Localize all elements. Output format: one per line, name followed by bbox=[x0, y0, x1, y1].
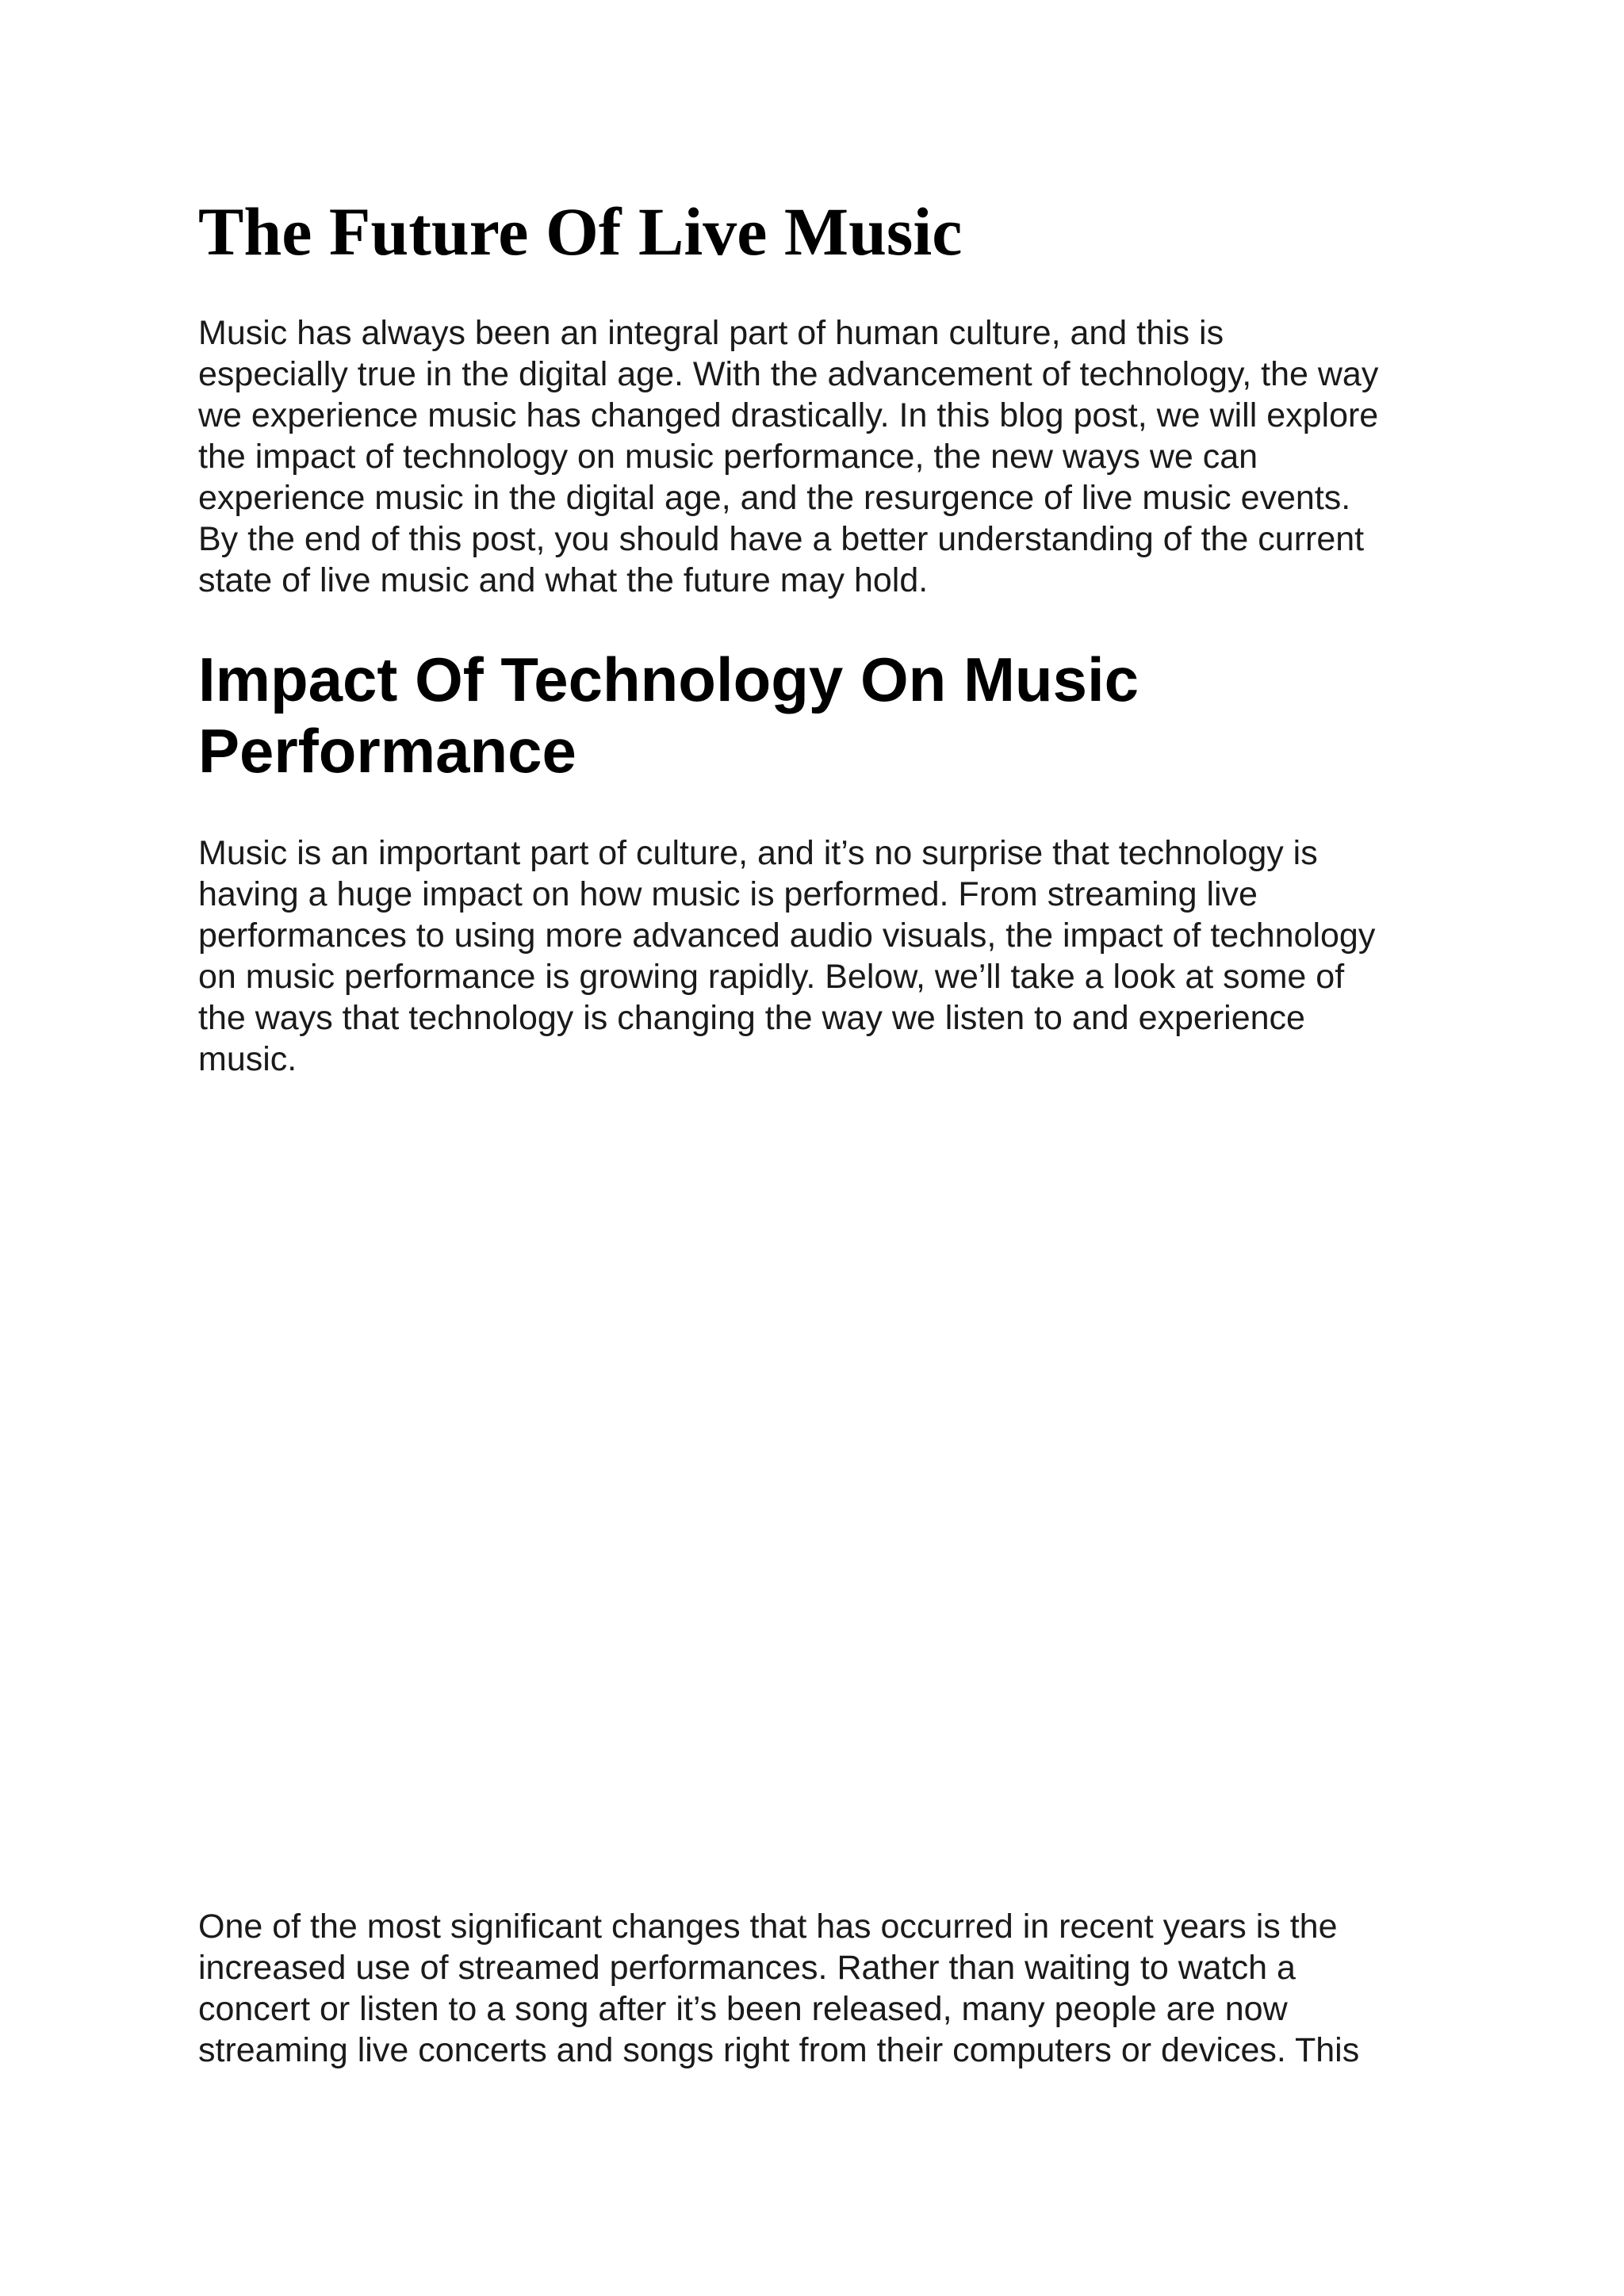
text-line: Music is an important part of culture, and it’s no surprise that technology is bbox=[198, 834, 1318, 872]
text-line: Music has always been an integral part of human culture, and this is bbox=[198, 314, 1224, 352]
page-title: The Future Of Live Music bbox=[198, 193, 963, 270]
text-line: state of live music and what the future may hold. bbox=[198, 561, 929, 599]
text-line: having a huge impact on how music is performed. From streaming live bbox=[198, 875, 1258, 913]
text-line: music. bbox=[198, 1040, 297, 1078]
text-line: One of the most significant changes that has occurred in recent years is the bbox=[198, 1908, 1338, 1946]
heading-line: Impact Of Technology On Music bbox=[198, 645, 1139, 714]
continuation-paragraph bbox=[198, 1906, 1467, 2071]
text-line: concert or listen to a song after it’s been released, many people are now bbox=[198, 1990, 1288, 2028]
text-line: we experience music has changed drastically. In this blog post, we will explore bbox=[198, 396, 1379, 434]
text-line: streaming live concerts and songs right from their computers or devices. This bbox=[198, 2031, 1360, 2069]
text-line: on music performance is growing rapidly. Below, we’ll take a look at some of bbox=[198, 958, 1345, 996]
heading-line: Performance bbox=[198, 716, 576, 786]
text-line: increased use of streamed performances. Rather than waiting to watch a bbox=[198, 1949, 1296, 1987]
section-heading bbox=[198, 644, 1139, 786]
text-line: performances to using more advanced audio visuals, the impact of technology bbox=[198, 916, 1376, 955]
text-line: the ways that technology is changing the way we listen to and experience bbox=[198, 999, 1305, 1037]
text-line: especially true in the digital age. With the advancement of technology, the way bbox=[198, 355, 1379, 393]
text-line: By the end of this post, you should have a better understanding of the current bbox=[198, 520, 1365, 558]
intro-paragraph bbox=[198, 312, 1467, 601]
blank-image-area bbox=[198, 1102, 1426, 1863]
text-line: experience music in the digital age, and the resurgence of live music events. bbox=[198, 479, 1351, 517]
section-body-paragraph bbox=[198, 832, 1467, 1080]
text-line: the impact of technology on music performance, the new ways we can bbox=[198, 438, 1258, 476]
